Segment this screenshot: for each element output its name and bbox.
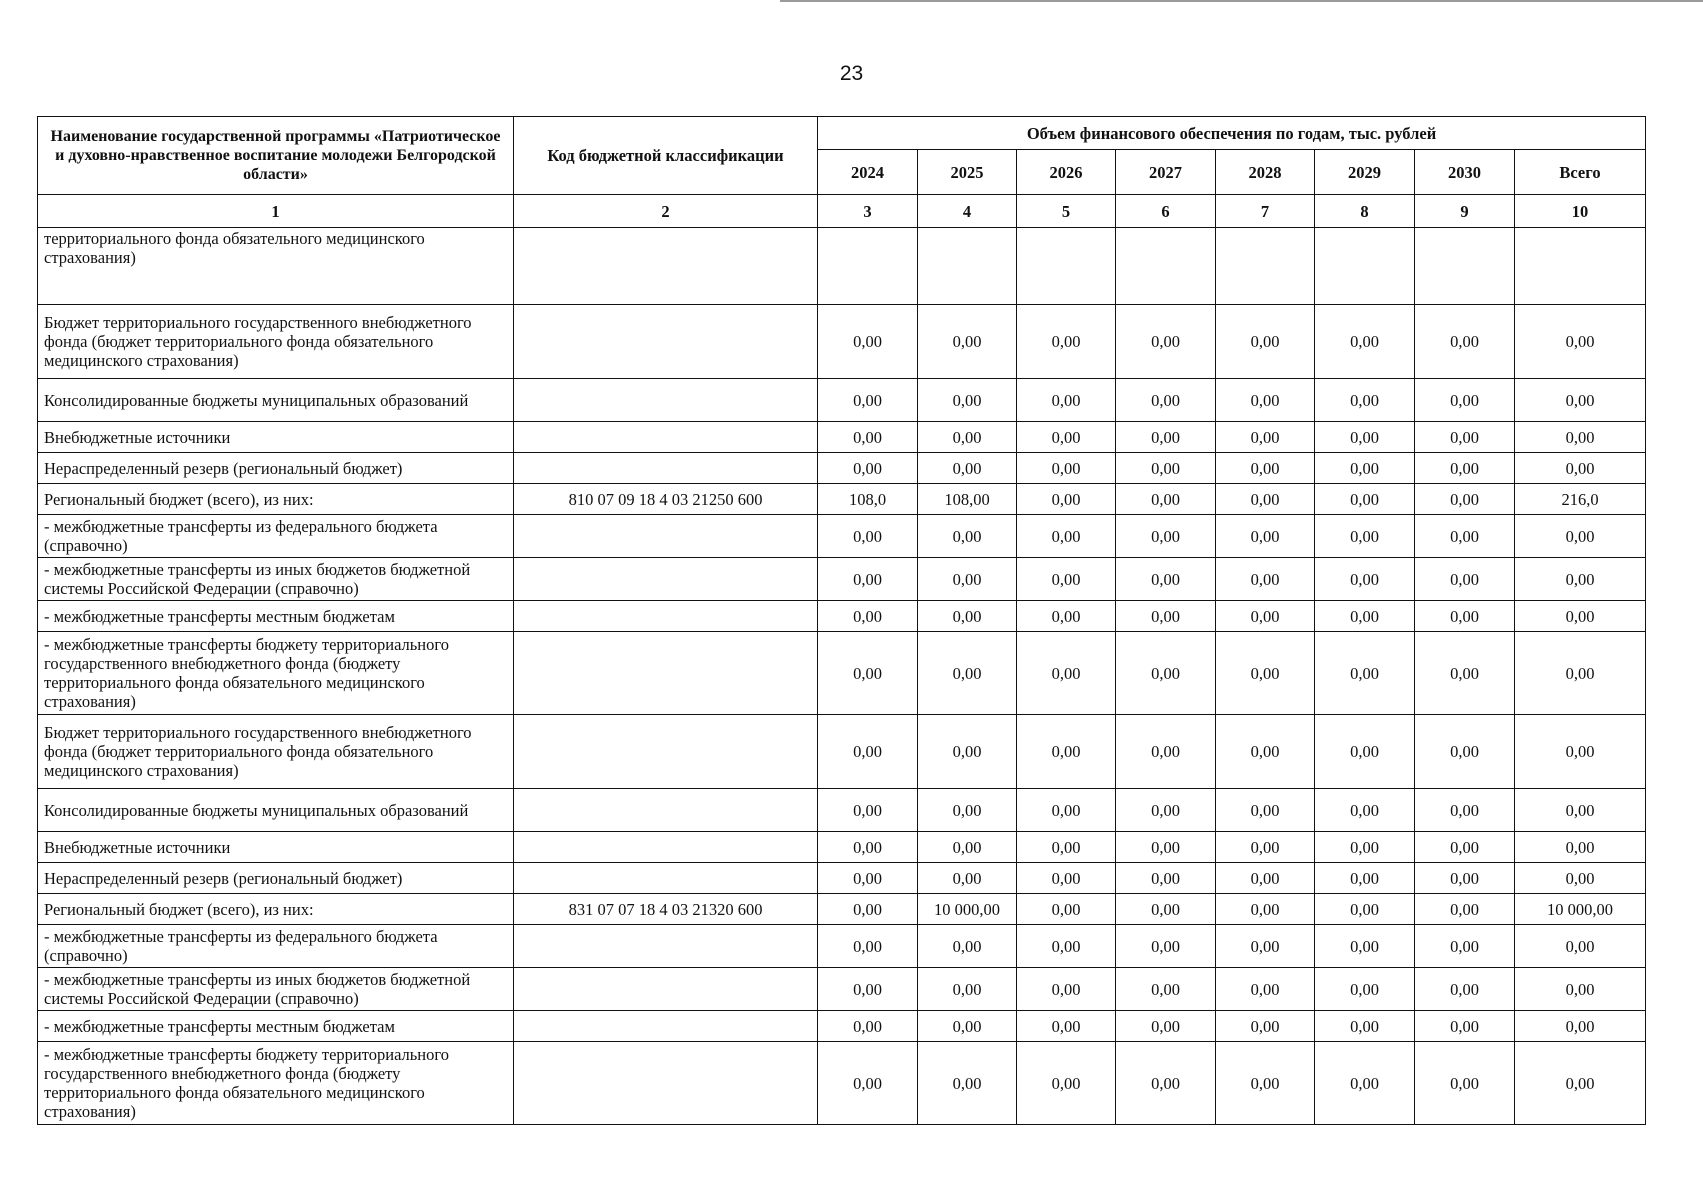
value-cell xyxy=(1515,228,1646,305)
value-cell: 0,00 xyxy=(1415,1011,1515,1042)
value-cell: 0,00 xyxy=(818,789,918,832)
value-cell: 0,00 xyxy=(1315,968,1415,1011)
value-cell: 0,00 xyxy=(1315,894,1415,925)
row-budget-code xyxy=(514,515,818,558)
table-row xyxy=(38,863,1646,894)
value-cell: 0,00 xyxy=(918,601,1017,632)
row-budget-code xyxy=(514,379,818,422)
value-cell: 0,00 xyxy=(1017,715,1116,789)
value-cell: 0,00 xyxy=(1315,515,1415,558)
value-cell: 0,00 xyxy=(1216,484,1315,515)
row-name: Внебюджетные источники xyxy=(38,422,514,453)
total-cell: 0,00 xyxy=(1515,422,1646,453)
value-cell: 10 000,00 xyxy=(918,894,1017,925)
value-cell xyxy=(818,228,918,305)
value-cell: 0,00 xyxy=(818,894,918,925)
value-cell: 0,00 xyxy=(1216,632,1315,715)
value-cell: 0,00 xyxy=(918,1042,1017,1125)
value-cell: 0,00 xyxy=(1415,715,1515,789)
header-program-name: Наименование государственной программы «Патриотическое и духовно-нравственное воспитание молодежи Белгородской области» xyxy=(38,117,514,195)
continuation-row xyxy=(38,228,1646,305)
value-cell: 0,00 xyxy=(918,925,1017,968)
value-cell: 0,00 xyxy=(918,832,1017,863)
value-cell: 0,00 xyxy=(1415,484,1515,515)
value-cell: 0,00 xyxy=(1116,968,1216,1011)
row-name: Бюджет территориального государственного внебюджетного фонда (бюджет территориального фонда обязательного медицинского страхования) xyxy=(38,715,514,789)
value-cell: 0,00 xyxy=(918,515,1017,558)
table-row xyxy=(38,422,1646,453)
row-budget-code xyxy=(514,601,818,632)
value-cell: 0,00 xyxy=(818,453,918,484)
value-cell: 0,00 xyxy=(1017,632,1116,715)
value-cell: 0,00 xyxy=(1216,1042,1315,1125)
value-cell: 0,00 xyxy=(1315,484,1415,515)
value-cell: 0,00 xyxy=(918,715,1017,789)
column-number: 3 xyxy=(818,195,918,228)
value-cell: 0,00 xyxy=(1216,515,1315,558)
value-cell: 0,00 xyxy=(1415,894,1515,925)
table-row xyxy=(38,1011,1646,1042)
header-year: 2030 xyxy=(1415,150,1515,195)
value-cell: 0,00 xyxy=(1116,601,1216,632)
value-cell: 0,00 xyxy=(1017,789,1116,832)
row-budget-code xyxy=(514,632,818,715)
value-cell: 0,00 xyxy=(1216,894,1315,925)
value-cell: 0,00 xyxy=(1017,894,1116,925)
value-cell: 0,00 xyxy=(1017,1042,1116,1125)
financing-table xyxy=(37,116,1646,1125)
row-budget-code xyxy=(514,1042,818,1125)
total-cell: 0,00 xyxy=(1515,789,1646,832)
value-cell: 0,00 xyxy=(1315,863,1415,894)
value-cell: 0,00 xyxy=(1415,453,1515,484)
value-cell: 0,00 xyxy=(1116,789,1216,832)
value-cell: 0,00 xyxy=(1415,601,1515,632)
value-cell: 0,00 xyxy=(1216,379,1315,422)
header-year: 2029 xyxy=(1315,150,1415,195)
total-cell: 0,00 xyxy=(1515,715,1646,789)
value-cell: 0,00 xyxy=(818,601,918,632)
header-year: 2026 xyxy=(1017,150,1116,195)
value-cell: 0,00 xyxy=(1216,968,1315,1011)
value-cell xyxy=(1116,228,1216,305)
value-cell: 0,00 xyxy=(1116,453,1216,484)
header-financing-volume: Объем финансового обеспечения по годам, тыс. рублей xyxy=(818,117,1646,150)
value-cell: 0,00 xyxy=(1017,832,1116,863)
row-name: - межбюджетные трансферты из иных бюджетов бюджетной системы Российской Федерации (справочно) xyxy=(38,558,514,601)
row-name: Внебюджетные источники xyxy=(38,832,514,863)
table-row xyxy=(38,515,1646,558)
total-cell: 0,00 xyxy=(1515,632,1646,715)
value-cell: 0,00 xyxy=(1315,715,1415,789)
value-cell: 0,00 xyxy=(918,422,1017,453)
value-cell: 0,00 xyxy=(1116,832,1216,863)
row-budget-code: 831 07 07 18 4 03 21320 600 xyxy=(514,894,818,925)
value-cell: 0,00 xyxy=(1216,1011,1315,1042)
row-name: Нераспределенный резерв (региональный бюджет) xyxy=(38,453,514,484)
value-cell: 0,00 xyxy=(1017,925,1116,968)
value-cell: 0,00 xyxy=(818,422,918,453)
value-cell: 0,00 xyxy=(1017,422,1116,453)
value-cell: 0,00 xyxy=(1017,601,1116,632)
value-cell: 0,00 xyxy=(1116,1042,1216,1125)
column-number: 9 xyxy=(1415,195,1515,228)
value-cell: 0,00 xyxy=(1216,305,1315,379)
row-name: - межбюджетные трансферты местным бюджетам xyxy=(38,1011,514,1042)
column-number: 5 xyxy=(1017,195,1116,228)
row-name: - межбюджетные трансферты местным бюджетам xyxy=(38,601,514,632)
table-row xyxy=(38,925,1646,968)
value-cell: 0,00 xyxy=(818,715,918,789)
total-cell: 0,00 xyxy=(1515,305,1646,379)
table-row xyxy=(38,894,1646,925)
value-cell: 0,00 xyxy=(1017,968,1116,1011)
value-cell: 0,00 xyxy=(1017,379,1116,422)
table-row xyxy=(38,1042,1646,1125)
value-cell: 0,00 xyxy=(818,1042,918,1125)
row-name: Региональный бюджет (всего), из них: xyxy=(38,484,514,515)
row-budget-code xyxy=(514,305,818,379)
table-row xyxy=(38,453,1646,484)
value-cell: 0,00 xyxy=(918,305,1017,379)
value-cell: 0,00 xyxy=(1415,305,1515,379)
header-year: 2024 xyxy=(818,150,918,195)
column-number: 7 xyxy=(1216,195,1315,228)
header-budget-code: Код бюджетной классификации xyxy=(514,117,818,195)
value-cell: 0,00 xyxy=(1116,558,1216,601)
value-cell: 0,00 xyxy=(1415,789,1515,832)
value-cell: 0,00 xyxy=(1116,925,1216,968)
row-name: Нераспределенный резерв (региональный бюджет) xyxy=(38,863,514,894)
row-name: Консолидированные бюджеты муниципальных образований xyxy=(38,379,514,422)
value-cell: 0,00 xyxy=(1216,422,1315,453)
value-cell: 0,00 xyxy=(818,968,918,1011)
value-cell: 0,00 xyxy=(818,379,918,422)
value-cell: 0,00 xyxy=(818,1011,918,1042)
value-cell: 0,00 xyxy=(1415,863,1515,894)
value-cell: 108,0 xyxy=(818,484,918,515)
header-year: 2025 xyxy=(918,150,1017,195)
row-budget-code xyxy=(514,925,818,968)
total-cell: 10 000,00 xyxy=(1515,894,1646,925)
value-cell: 0,00 xyxy=(1017,863,1116,894)
row-name: - межбюджетные трансферты бюджету территориального государственного внебюджетного фонда (бюджету территориального фонда обязательного медицинского страхования) xyxy=(38,1042,514,1125)
column-number: 2 xyxy=(514,195,818,228)
total-cell: 0,00 xyxy=(1515,832,1646,863)
value-cell: 0,00 xyxy=(1216,601,1315,632)
table-row xyxy=(38,601,1646,632)
total-cell: 0,00 xyxy=(1515,453,1646,484)
table-row xyxy=(38,715,1646,789)
value-cell: 0,00 xyxy=(1216,453,1315,484)
value-cell: 0,00 xyxy=(1116,379,1216,422)
header-year: 2027 xyxy=(1116,150,1216,195)
row-name: территориального фонда обязательного медицинского страхования) xyxy=(38,228,514,305)
table-body xyxy=(38,228,1646,1125)
page-number: 23 xyxy=(839,62,864,85)
value-cell: 0,00 xyxy=(1116,515,1216,558)
row-name: - межбюджетные трансферты из федерального бюджета (справочно) xyxy=(38,925,514,968)
table-row xyxy=(38,484,1646,515)
value-cell: 0,00 xyxy=(1116,305,1216,379)
value-cell: 0,00 xyxy=(818,515,918,558)
row-budget-code xyxy=(514,422,818,453)
value-cell xyxy=(1017,228,1116,305)
total-cell: 0,00 xyxy=(1515,1042,1646,1125)
column-number: 6 xyxy=(1116,195,1216,228)
value-cell: 0,00 xyxy=(1017,484,1116,515)
row-name: Консолидированные бюджеты муниципальных образований xyxy=(38,789,514,832)
value-cell: 0,00 xyxy=(1315,1042,1415,1125)
value-cell: 0,00 xyxy=(1116,863,1216,894)
value-cell: 0,00 xyxy=(1216,832,1315,863)
total-cell: 0,00 xyxy=(1515,601,1646,632)
value-cell: 0,00 xyxy=(1116,632,1216,715)
total-cell: 216,0 xyxy=(1515,484,1646,515)
row-budget-code xyxy=(514,1011,818,1042)
value-cell: 0,00 xyxy=(918,968,1017,1011)
value-cell: 0,00 xyxy=(1415,968,1515,1011)
value-cell: 0,00 xyxy=(1415,422,1515,453)
value-cell: 0,00 xyxy=(1315,789,1415,832)
value-cell: 0,00 xyxy=(1017,453,1116,484)
value-cell: 0,00 xyxy=(1415,515,1515,558)
row-budget-code xyxy=(514,863,818,894)
value-cell xyxy=(1415,228,1515,305)
table-row xyxy=(38,832,1646,863)
value-cell: 0,00 xyxy=(1116,422,1216,453)
value-cell: 0,00 xyxy=(1315,305,1415,379)
row-name: Бюджет территориального государственного внебюджетного фонда (бюджет территориального фонда обязательного медицинского страхования) xyxy=(38,305,514,379)
row-budget-code xyxy=(514,968,818,1011)
total-cell: 0,00 xyxy=(1515,968,1646,1011)
value-cell: 0,00 xyxy=(1415,632,1515,715)
row-name: - межбюджетные трансферты из федерального бюджета (справочно) xyxy=(38,515,514,558)
value-cell: 0,00 xyxy=(1315,422,1415,453)
row-budget-code xyxy=(514,789,818,832)
total-cell: 0,00 xyxy=(1515,379,1646,422)
value-cell: 0,00 xyxy=(918,558,1017,601)
row-name: - межбюджетные трансферты из иных бюджетов бюджетной системы Российской Федерации (справочно) xyxy=(38,968,514,1011)
value-cell: 0,00 xyxy=(1116,715,1216,789)
value-cell: 0,00 xyxy=(1315,453,1415,484)
value-cell: 0,00 xyxy=(1116,1011,1216,1042)
column-number: 8 xyxy=(1315,195,1415,228)
value-cell: 0,00 xyxy=(1315,601,1415,632)
header-row-1 xyxy=(38,117,1646,150)
row-budget-code xyxy=(514,558,818,601)
table-row xyxy=(38,789,1646,832)
value-cell: 0,00 xyxy=(1017,515,1116,558)
value-cell: 0,00 xyxy=(1415,558,1515,601)
value-cell: 0,00 xyxy=(1415,1042,1515,1125)
value-cell: 0,00 xyxy=(1315,632,1415,715)
value-cell: 0,00 xyxy=(1315,558,1415,601)
top-rule xyxy=(780,0,1703,2)
header-year: 2028 xyxy=(1216,150,1315,195)
value-cell: 0,00 xyxy=(918,453,1017,484)
value-cell: 0,00 xyxy=(818,832,918,863)
header-total: Всего xyxy=(1515,150,1646,195)
value-cell: 0,00 xyxy=(1017,1011,1116,1042)
value-cell xyxy=(918,228,1017,305)
column-number-row xyxy=(38,195,1646,228)
row-name: - межбюджетные трансферты бюджету территориального государственного внебюджетного фонда (бюджету территориального фонда обязательного медицинского страхования) xyxy=(38,632,514,715)
value-cell: 0,00 xyxy=(918,379,1017,422)
value-cell: 0,00 xyxy=(1315,1011,1415,1042)
value-cell: 0,00 xyxy=(1017,558,1116,601)
value-cell: 0,00 xyxy=(1415,832,1515,863)
row-budget-code xyxy=(514,453,818,484)
value-cell: 0,00 xyxy=(1415,925,1515,968)
total-cell: 0,00 xyxy=(1515,1011,1646,1042)
value-cell: 0,00 xyxy=(1415,379,1515,422)
value-cell: 0,00 xyxy=(1216,789,1315,832)
value-cell xyxy=(1216,228,1315,305)
value-cell: 0,00 xyxy=(818,925,918,968)
value-cell: 0,00 xyxy=(818,558,918,601)
value-cell: 108,00 xyxy=(918,484,1017,515)
row-budget-code: 810 07 09 18 4 03 21250 600 xyxy=(514,484,818,515)
total-cell: 0,00 xyxy=(1515,925,1646,968)
table-row xyxy=(38,632,1646,715)
value-cell: 0,00 xyxy=(1216,925,1315,968)
value-cell: 0,00 xyxy=(1116,484,1216,515)
value-cell: 0,00 xyxy=(818,632,918,715)
value-cell: 0,00 xyxy=(1315,925,1415,968)
table-row xyxy=(38,305,1646,379)
value-cell: 0,00 xyxy=(1315,379,1415,422)
value-cell: 0,00 xyxy=(918,863,1017,894)
value-cell: 0,00 xyxy=(818,305,918,379)
column-number: 4 xyxy=(918,195,1017,228)
total-cell: 0,00 xyxy=(1515,558,1646,601)
total-cell: 0,00 xyxy=(1515,515,1646,558)
row-code xyxy=(514,228,818,305)
row-name: Региональный бюджет (всего), из них: xyxy=(38,894,514,925)
table-row xyxy=(38,558,1646,601)
value-cell: 0,00 xyxy=(918,789,1017,832)
column-number: 10 xyxy=(1515,195,1646,228)
value-cell: 0,00 xyxy=(1315,832,1415,863)
total-cell: 0,00 xyxy=(1515,863,1646,894)
value-cell: 0,00 xyxy=(1216,558,1315,601)
row-budget-code xyxy=(514,715,818,789)
table-row xyxy=(38,379,1646,422)
value-cell: 0,00 xyxy=(1216,715,1315,789)
value-cell: 0,00 xyxy=(818,863,918,894)
value-cell: 0,00 xyxy=(918,632,1017,715)
table-row xyxy=(38,968,1646,1011)
value-cell: 0,00 xyxy=(1116,894,1216,925)
value-cell: 0,00 xyxy=(1216,863,1315,894)
column-number: 1 xyxy=(38,195,514,228)
value-cell: 0,00 xyxy=(1017,305,1116,379)
value-cell xyxy=(1315,228,1415,305)
row-budget-code xyxy=(514,832,818,863)
value-cell: 0,00 xyxy=(918,1011,1017,1042)
